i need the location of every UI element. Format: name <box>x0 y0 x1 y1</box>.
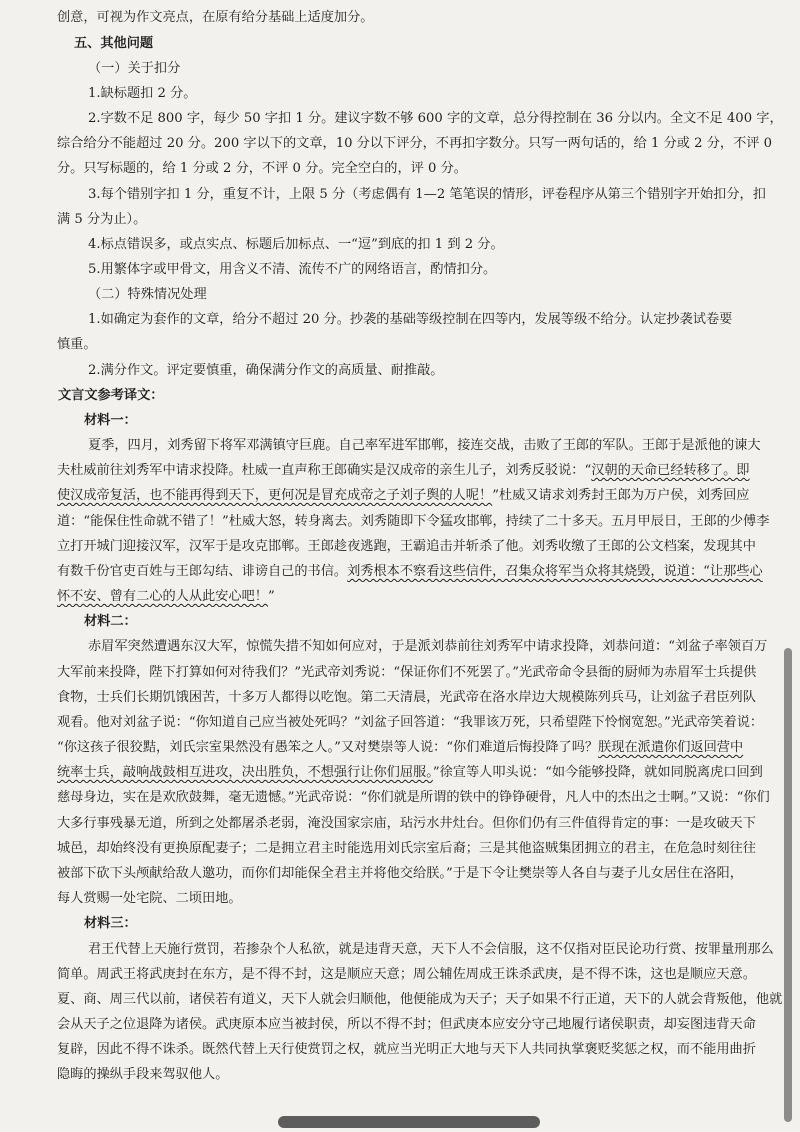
text-line: 创意，可视为作文亮点，在原有给分基础上适度加分。 <box>57 10 374 25</box>
material-one-heading: 材料一： <box>84 413 137 428</box>
text-line: “你这孩子很狡黠，刘氏宗室果然没有愚笨之人。”又对樊崇等人说：“你们难道后悔投降了吗？朕现在派遣你们返回营中 <box>57 740 744 755</box>
text-line: 统率士兵，敲响战鼓相互进攻，决出胜负，不想强行让你们屈服。”徐宣等人叩头说：“如今能够投降，就如同脱离虎口回到 <box>57 765 763 780</box>
underlined-text: 刘秀根本不察看这些信件，召集众将军当众将其烧毁，说道：“让那些心 <box>347 564 763 579</box>
text-line: 怀不安、曾有二心的人从此安心吧！” <box>57 589 275 604</box>
text-line: 道：“能保住性命就不错了！”杜威大怒，转身离去。刘秀随即下令猛攻邯郸，持续了二十多天。五月甲辰日，王郎的少傅李 <box>57 514 770 529</box>
text-line: 有数千份官吏百姓与王郎勾结、诽谤自己的书信。刘秀根本不察看这些信件，召集众将军当众将其烧毁，说道：“让那些心 <box>57 564 763 579</box>
text-line: 2.满分作文。评定要慎重，确保满分作文的高质量、耐推敲。 <box>88 363 444 378</box>
text-line: 2.字数不足 800 字，每少 50 字扣 1 分。建议字数不够 600 字的文章，总分得控制在 36 分以内。全文不足 400 字， <box>88 111 783 126</box>
text-line: 立打开城门迎接汉军，汉军于是攻克邯郸。王郎趁夜逃跑，王霸追击并斩杀了他。刘秀收缴了王郎的公文档案，发现其中 <box>57 539 756 554</box>
text-line: 慎重。 <box>57 337 97 352</box>
translation-heading: 文言文参考译文： <box>58 388 164 403</box>
text-line: 食物，士兵们长期饥饿困苦，十多万人都得以吃饱。第二天清晨，光武帝在洛水岸边大规模陈列兵马，让刘盆子君臣列队 <box>57 690 756 705</box>
text-line: 君王代替上天施行赏罚，若掺杂个人私欲，就是违背天意，天下人不会信服，这不仅指对臣民论功行赏、按罪量刑那么 <box>88 942 774 957</box>
page-footer-bar <box>278 1116 540 1128</box>
section-heading: 五、其他问题 <box>74 36 154 51</box>
text-line: 夏季，四月，刘秀留下将军邓满镇守巨鹿。自己率军进军邯郸，接连交战，击败了王郎的军队。王郎于是派他的谏大 <box>88 438 761 453</box>
text-line: 每人赏赐一处宅院、二顷田地。 <box>57 891 242 906</box>
text-line: 赤眉军突然遭遇东汉大军，惊慌失措不知如何应对，于是派刘恭前往刘秀军中请求投降，刘恭问道：“刘盆子率领百万 <box>88 639 768 654</box>
underlined-text: 汉朝的天命已经转移了。即 <box>591 463 750 478</box>
text-line: 1.缺标题扣 2 分。 <box>88 86 197 101</box>
vertical-scrollbar[interactable] <box>784 648 792 1122</box>
text-line: 夏、商、周三代以前，诸侯若有道义，天下人就会归顺他，他便能成为天子；天子如果不行正道，天下的人就会背叛他，他就 <box>57 992 783 1007</box>
text-line: 大多行事残暴无道，所到之处都屠杀老弱，淹没国家宗庙，玷污水井灶台。但你们仍有三件值得肯定的事：一是攻破天下 <box>57 816 756 831</box>
underlined-text: 怀不安、曾有二心的人从此安心吧！ <box>57 589 268 604</box>
underlined-text: 使汉成帝复活，也不能再得到天下，更何况是冒充成帝之子刘子舆的人呢！ <box>57 488 493 503</box>
text-line: 满 5 分为止）。 <box>57 212 147 227</box>
text-line: 1.如确定为套作的文章，给分不超过 20 分。抄袭的基础等级控制在四等内，发展等级不给分。认定抄袭试卷要 <box>88 312 733 327</box>
text-line: 隐晦的操纵手段来驾驭他人。 <box>57 1067 229 1082</box>
text-line: 慈母身边，实在是欢欣鼓舞，毫无遗憾。”光武帝说：“你们就是所谓的铁中的铮铮硬骨，凡人中的杰出之士啊。”又说：“你们 <box>57 790 770 805</box>
text-line: 综合给分不能超过 20 分。200 字以下的文章，10 分以下评分，不再扣字数分。只写一两句话的，给 1 分或 2 分，不评 0 <box>57 136 773 151</box>
text-line: 观看。他对刘盆子说：“你知道自己应当被处死吗？”刘盆子回答道：“我罪该万死，只希望陛下怜悯宽恕。”光武帝笑着说： <box>57 715 764 730</box>
underlined-text: 统率士兵，敲响战鼓相互进攻，决出胜负，不想强行让你们屈服。 <box>57 765 433 780</box>
text-line: 夫杜威前往刘秀军中请求投降。杜威一直声称王郎确实是汉成帝的亲生儿子，刘秀反驳说：“汉朝的天命已经转移了。即 <box>57 463 750 478</box>
text-line: 分。只写标题的，给 1 分或 2 分，不评 0 分。完全空白的，评 0 分。 <box>57 161 467 176</box>
text-line: 使汉成帝复活，也不能再得到天下，更何况是冒充成帝之子刘子舆的人呢！”杜威又请求刘秀封王郎为万户侯，刘秀回应 <box>57 488 750 503</box>
text-line: 大军前来投降，陛下打算如何对待我们？”光武帝刘秀说：“保证你们不死罢了。”光武帝命令县衙的厨师为赤眉军士兵提供 <box>57 665 757 680</box>
text-line: 城邑，却始终没有更换原配妻子；二是拥立君主时能选用刘氏宗室后裔；三是其他盗贼集团拥立的君主，在危急时刻往往 <box>57 841 756 856</box>
text-line: 5.用繁体字或甲骨文，用含义不清、流传不广的网络语言，酌情扣分。 <box>88 262 497 277</box>
text-line: 会从天子之位退降为诸侯。武庚原本应当被封侯，所以不得不封；但武庚本应安分守己地履行诸侯职责，却妄图违背天命 <box>57 1017 756 1032</box>
subsection-heading: （二）特殊情况处理 <box>88 287 207 302</box>
text-line: 简单。周武王将武庚封在东方，是不得不封，这是顺应天意；周公辅佐周成王诛杀武庚，是不得不诛，这也是顺应天意。 <box>57 967 756 982</box>
text-line: 被部下砍下头颅献给敌人邀功，而你们却能保全君主并将他交给朕。”于是下令让樊崇等人各自与妻子儿女居住在洛阳， <box>57 866 743 881</box>
material-two-heading: 材料二： <box>84 614 137 629</box>
underlined-text: 朕现在派遣你们返回营中 <box>598 740 744 755</box>
text-line: 4.标点错误多，或点实点、标题后加标点、一“逗”到底的扣 1 到 2 分。 <box>88 237 504 252</box>
text-line: 复辟，因此不得不诛杀。既然代替上天行使赏罚之权，就应当光明正大地与天下人共同执掌褒贬奖惩之权，而不能用曲折 <box>57 1042 756 1057</box>
material-three-heading: 材料三： <box>84 916 137 931</box>
text-line: 3.每个错别字扣 1 分，重复不计，上限 5 分（考虑偶有 1—2 笔笔误的情形，评卷程序从第三个错别字开始扣分，扣 <box>88 187 766 202</box>
subsection-heading: （一）关于扣分 <box>88 61 181 76</box>
